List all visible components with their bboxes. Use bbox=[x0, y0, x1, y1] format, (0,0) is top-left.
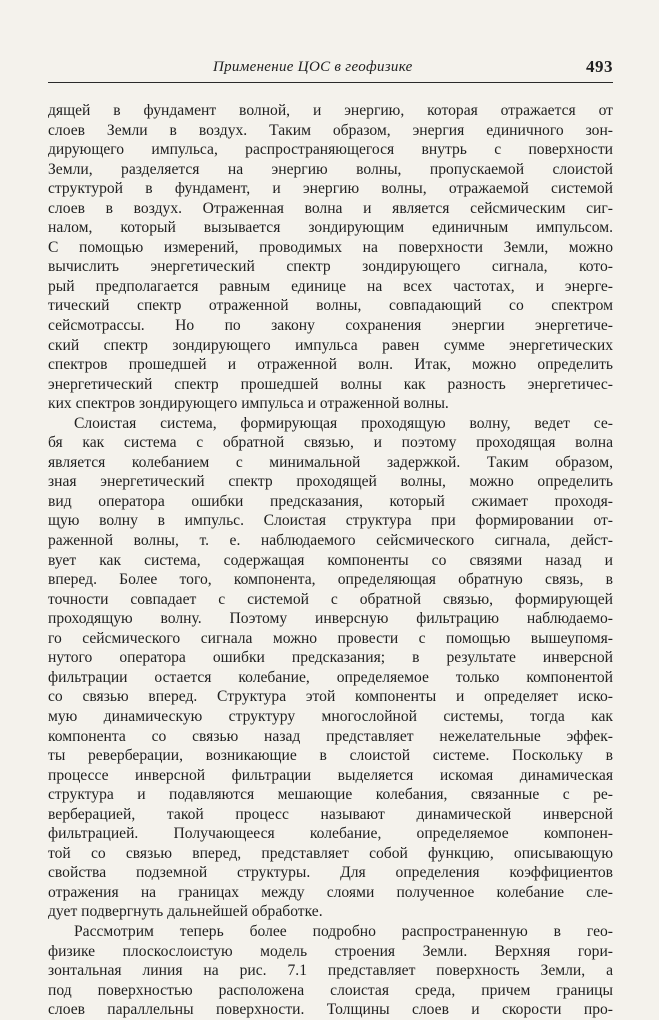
text-line: Земли, разделяется на энергию волны, пропускаемой слоистой bbox=[48, 160, 613, 178]
text-line: вперед. Более того, компонента, определяющая обратную связь, в bbox=[48, 571, 613, 589]
text-line: Рассмотрим теперь более подробно распространенную в гео- bbox=[74, 922, 613, 940]
page-number: 493 bbox=[586, 57, 613, 76]
text-line: дирующего импульса, распространяющегося внутрь с поверхности bbox=[48, 141, 613, 159]
text-line: вид оператора ошибки предсказания, который сжимает проходя- bbox=[48, 492, 613, 510]
text-line: фильтрацией. Получающееся колебание, определяемое компонен- bbox=[48, 825, 613, 843]
text-line: слоев Земли в воздух. Таким образом, энергия единичного зон- bbox=[48, 121, 613, 139]
text-line: той со связью вперед, представляет собой функцию, описывающую bbox=[48, 844, 613, 862]
text-line: верберацией, такой процесс называют динамической инверсной bbox=[48, 805, 613, 823]
text-line: раженной волны, т. е. наблюдаемого сейсмического сигнала, дейст- bbox=[48, 532, 613, 550]
text-line: свойства подземной структуры. Для определения коэффициентов bbox=[48, 864, 613, 882]
text-line: зная энергетический спектр проходящей волны, можно определить bbox=[48, 473, 613, 491]
text-line: под поверхностью расположена слоистая среда, причем границы bbox=[48, 981, 613, 999]
text-line: налом, который вызывается зондирующим единичным импульсом. bbox=[48, 219, 613, 237]
text-line: отражения на границах между слоями полученное колебание сле- bbox=[48, 883, 613, 901]
text-line: го сейсмического сигнала можно провести с помощью вышеупомя- bbox=[48, 629, 613, 647]
text-line: физике плоскослоистую модель строения Земли. Верхняя гори- bbox=[48, 942, 613, 960]
text-line: является колебанием с минимальной задержкой. Таким образом, bbox=[48, 453, 613, 471]
text-line: сейсмотрассы. Но по закону сохранения энергии энергетиче- bbox=[48, 317, 613, 335]
text-line: процессе инверсной фильтрации выделяется искомая динамическая bbox=[48, 766, 613, 784]
text-line: дует подвергнуть дальнейшей обработке. bbox=[48, 903, 323, 921]
text-line: рый предполагается равным единице на всех частотах, и энерге- bbox=[48, 277, 613, 295]
text-line: мую динамическую структуру многослойной системы, тогда как bbox=[48, 707, 613, 725]
text-line: компонента со связью назад представляет нежелательные эффек- bbox=[48, 727, 613, 745]
body-text bbox=[48, 101, 613, 1020]
text-line: спектров прошедшей и отраженной волн. Итак, можно определить bbox=[48, 356, 613, 374]
text-line: энергетический спектр прошедшей волны как разность энергетичес- bbox=[48, 375, 613, 393]
text-line: зонтальная линия на рис. 7.1 представляет поверхность Земли, а bbox=[48, 962, 613, 980]
text-line: вычислить энергетический спектр зондирующего сигнала, кото- bbox=[48, 258, 613, 276]
text-line: слоев в воздух. Отраженная волна и является сейсмическим сиг- bbox=[48, 199, 613, 217]
text-line: ких спектров зондирующего импульса и отраженной волны. bbox=[48, 395, 449, 413]
running-title: Применение ЦОС в геофизике bbox=[213, 59, 413, 75]
text-line: щую волну в импульс. Слоистая структура при формировании от- bbox=[48, 512, 613, 530]
text-line: С помощью измерений, проводимых на поверхности Земли, можно bbox=[48, 238, 613, 256]
text-line: бя как система с обратной связью, и поэтому проходящая волна bbox=[48, 434, 613, 452]
text-line: проходящую волну. Поэтому инверсную фильтрацию наблюдаемо- bbox=[48, 610, 613, 628]
text-line: точности совпадает с системой с обратной связью, формирующей bbox=[48, 590, 613, 608]
text-line: дящей в фундамент волной, и энергию, которая отражается от bbox=[48, 102, 613, 119]
text-line: ский спектр зондирующего импульса равен сумме энергетических bbox=[48, 336, 613, 354]
text-line: со связью вперед. Структура этой компоненты и определяет иско- bbox=[48, 688, 613, 706]
text-line: структура и подавляются мешающие колебания, связанные с ре- bbox=[48, 786, 613, 804]
running-header bbox=[48, 56, 613, 83]
text-line: тический спектр отраженной волны, совпадающий со спектром bbox=[48, 297, 613, 315]
text-line: слоев параллельны поверхности. Толщины слоев и скорости про- bbox=[48, 1001, 613, 1019]
text-line: структурой в фундамент, и энергию волны, отражаемой системой bbox=[48, 180, 613, 198]
text-line: ты реверберации, возникающие в слоистой системе. Поскольку в bbox=[48, 747, 613, 765]
text-line: Слоистая система, формирующая проходящую волну, ведет се- bbox=[74, 414, 613, 432]
text-line: вует как система, содержащая компоненты со связями назад и bbox=[48, 551, 613, 569]
text-line: фильтрации остается колебание, определяемое только компонентой bbox=[48, 668, 613, 686]
text-line: нутого оператора ошибки предсказания; в результате инверсной bbox=[48, 649, 613, 667]
